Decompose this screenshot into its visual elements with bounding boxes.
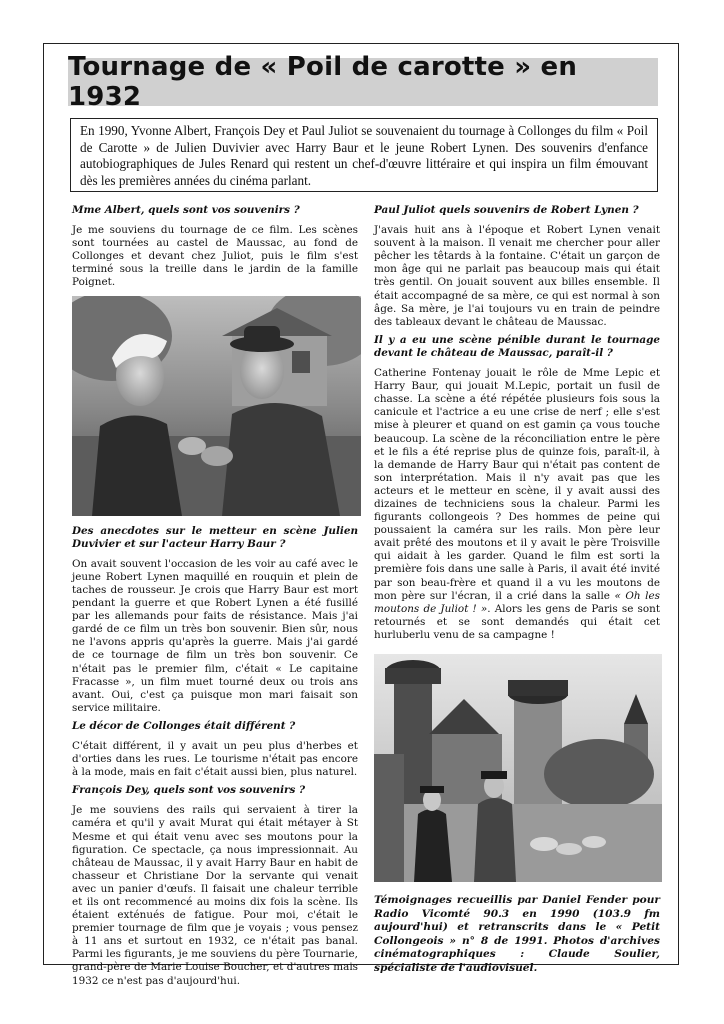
answer-anecdotes: On avait souvent l'occasion de les voir au café avec le jeune Robert Lynen maquillé en rouquin et plein de taches de rousseur. Je crois que Harry Baur est mort pendant la guerre et que Robert Lynen a été fusillé par les allemands pour faits de résistance. Mais j'ai gardé de ce film un très bon souvenir. Bien sûr, nous ne l'avons appris qu'après la guerre. Mais j'ai gardé de ce tournage de film un très bon souvenir. Ce n'était pas le premier film, c'était « Le capitaine Fracasse », un film muet tourné deux ou trois ans avant. Oui, c'est ça puisque mon mari faisait son service militaire. [72,557,358,714]
film-still-2-illustration [374,654,662,882]
title-banner [68,52,658,112]
answer-decor: C'était différent, il y avait un peu plus d'herbes et d'orties dans les rues. Le tourisme n'était pas encore à la mode, mais en fait c'était aussi bien, plus naturel. [72,739,358,779]
right-column [374,204,660,986]
answer-scene-penible [374,367,660,642]
answer-scene-text-2: . Alors les gens de Paris se sont retournés et se sont demandés qui était cet hurluberlu venu de sa campagne ! [374,602,660,641]
answer-albert: Je me souviens du tournage de ce film. Les scènes sont tournées au castel de Maussac, au fond de Collonges et devant chez Juliot, puis le film s'est terminé sous la treille dans le jardin de la famille Poignet. [72,224,358,289]
page-title: Tournage de « Poil de carotte » en 1932 [68,52,578,112]
question-scene-penible: Il y a eu une scène pénible durant le tournage devant le château de Maussac, paraît-il ? [374,333,660,359]
answer-dey: Je me souviens des rails qui servaient à tirer la caméra et qu'il y avait Murat qui était métayer à St Mesme et qui était venu avec ses moutons pour la figuration. Ce spectacle, ça nous impressionnait. Au château de Maussac, il y avait Harry Baur en habit de chasseur et Christiane Dor la servante qui venait avec un panier d'œufs. Il faisait une chaleur terrible et ils ont recommencé au moins dix fois la scène. Ils étaient exténués de fatigue. Pour moi, c'était le premier tournage de film que je voyais ; vous pensez à 11 ans et surtout en 1932, ce n'était pas banal. Parmi les figurants, je me souviens du père Tournarie, grand-père de Marie Louise Boucher, et d'autres mais 1932 ce n'est pas d'aujourd'hui. [72,804,358,987]
question-juliot: Paul Juliot quels souvenirs de Robert Lynen ? [374,204,639,216]
film-still-photo-1 [72,296,361,516]
answer-scene-text-1: Catherine Fontenay jouait le rôle de Mme Lepic et Harry Baur, qui jouait M.Lepic, portait un fusil de chasse. La scène a été répétée plusieurs fois sous la canicule et l'actrice a eu une crise de nerf ; elle s'est mise à pleurer et quand on est gamin ça vous touche beaucoup. La scène de la réconciliation entre le père et le fils a été reprise plus de quinze fois, paraît-il, à la demande de Harry Baur qui n'était pas content de son interprétation. Mais il n'y avait pas que les acteurs et le metteur en scène, il y avait aussi des dizaines de techniciens sous la chaleur. Parmi les figurants collongeois ? Des hommes de peine qui poussaient la caméra sur les rails. Mon père leur avait prêté des moutons et il y avait le père Troisville qui aidait à les garder. Quand le film est sorti la première fois dans une salle à Paris, il avait été invité par son beau-frère et quand il a vu les moutons de mon père sur l'écran, il a crié dans la salle [374,367,660,602]
answer-juliot: J'avais huit ans à l'époque et Robert Lynen venait souvent à la maison. Il venait me chercher pour aller pêcher les têtards à la fontaine. C'était un garçon de mon âge qui ne parlait pas beaucoup mais qui était très gentil. On jouait souvent aux billes ensemble. Il était accompagné de sa mère, ce qui est normal à son âge. Sa mère, je l'ai toujours vu en train de peindre des tableaux devant le château de Maussac. [374,224,660,328]
film-still-photo-2 [374,654,662,882]
left-column [72,204,358,993]
intro-box: En 1990, Yvonne Albert, François Dey et Paul Juliot se souvenaient du tournage à Collonges du film « Poil de Carotte » de Julien Duvivier avec Harry Baur et le jeune Robert Lynen. Des souvenirs d'enfance autobiographiques de Jules Renard qui restent un chef-d'œuvre littéraire et qui inspira un film émouvant dès les premières années du cinéma parlant. [70,118,658,192]
question-anecdotes: Des anecdotes sur le metteur en scène Julien Duvivier et sur l'acteur Harry Baur ? [72,524,358,550]
photo-credits-caption: Témoignages recueillis par Daniel Fender pour Radio Vicomté 90.3 en 1990 (103.9 fm aujourd'hui) et retranscrits dans le « Petit Collongeois » n° 8 de 1991. Photos d'archives cinématographiques : Claude Soulier, spécialiste de l'audiovisuel. [374,894,660,974]
article-page [43,43,679,987]
question-dey: François Dey, quels sont vos souvenirs ? [72,784,306,797]
answer-scene-quote: « Oh les moutons de Juliot ! » [374,589,660,615]
question-decor: Le décor de Collonges était différent ? [72,719,296,732]
film-still-1-illustration [72,296,361,516]
question-albert: Mme Albert, quels sont vos souvenirs ? [72,204,300,216]
